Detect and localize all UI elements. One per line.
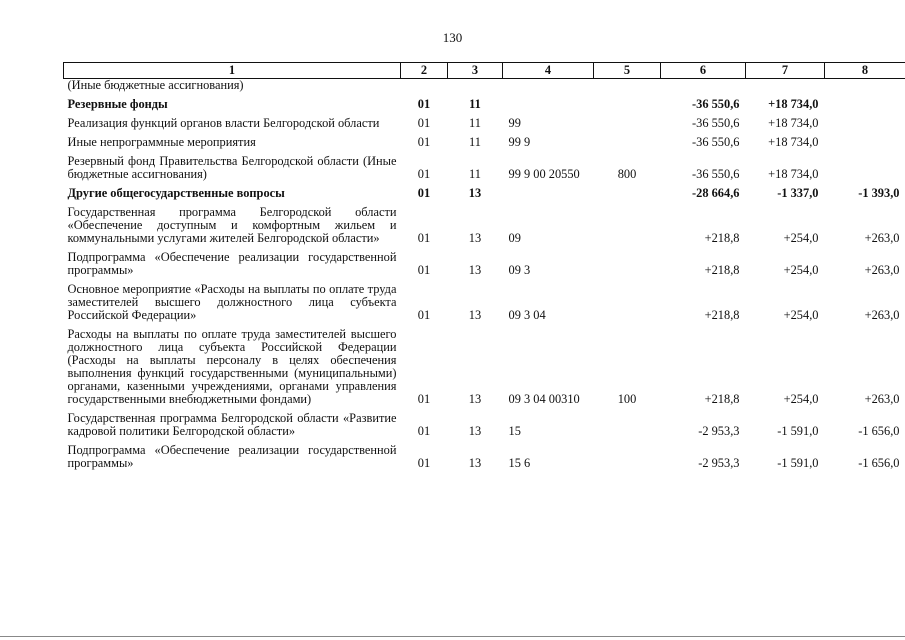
row-expense-type [594, 248, 661, 280]
header-col-5: 5 [594, 63, 661, 79]
row-subsection-code: 13 [468, 186, 482, 200]
row-amount-col6: +218,8 [704, 392, 740, 406]
header-row [64, 63, 905, 79]
row-target-article: 15 [508, 424, 521, 438]
header-col-6: 6 [661, 63, 746, 79]
row-section-code: 01 [417, 456, 431, 470]
row-subsection-code: 13 [468, 263, 482, 277]
row-name: Другие общегосударственные вопросы [67, 186, 285, 200]
row-amount-col6: -36 550,6 [692, 167, 740, 181]
row-target-article [503, 95, 594, 114]
table-row [64, 184, 905, 203]
row-amount-col8: +263,0 [864, 308, 900, 322]
budget-table-container [63, 62, 905, 473]
row-expense-type [594, 280, 661, 325]
row-section-code: 01 [417, 97, 431, 111]
row-name: Подпрограмма «Обеспечение реализации государственной программы» [67, 250, 397, 277]
table-row [64, 325, 905, 409]
page-number: 130 [442, 30, 463, 45]
row-amount-col6: -28 664,6 [692, 186, 740, 200]
row-section-code: 01 [417, 263, 431, 277]
table-row [64, 152, 905, 184]
row-section-code: 01 [417, 308, 431, 322]
row-section-code: 01 [417, 392, 431, 406]
row-target-article: 09 3 04 00310 [508, 392, 580, 406]
row-subsection-code: 11 [469, 135, 481, 149]
row-amount-col8: +263,0 [864, 263, 900, 277]
row-section-code: 01 [417, 167, 431, 181]
row-expense-type: 800 [617, 167, 637, 181]
row-subsection-code: 13 [468, 392, 482, 406]
row-target-article [503, 184, 594, 203]
row-amount-col7: +254,0 [783, 308, 819, 322]
row-subsection-code: 13 [468, 231, 482, 245]
table-body [64, 79, 905, 474]
header-col-1: 1 [64, 63, 401, 79]
row-amount-col8 [825, 114, 905, 133]
row-amount-col6: -36 550,6 [692, 97, 740, 111]
row-amount-col6: -36 550,6 [692, 135, 740, 149]
row-target-article: 99 9 [508, 135, 531, 149]
table-row [64, 203, 905, 248]
row-expense-type [594, 184, 661, 203]
row-expense-type [594, 95, 661, 114]
row-amount-col6: -36 550,6 [692, 116, 740, 130]
row-amount-col8 [825, 133, 905, 152]
row-amount-col6: +218,8 [704, 263, 740, 277]
row-expense-type [594, 114, 661, 133]
row-section-code: 01 [417, 424, 431, 438]
row-subsection-code: 13 [468, 456, 482, 470]
row-subsection-code: 13 [468, 308, 482, 322]
row-name: Подпрограмма «Обеспечение реализации государственной программы» [67, 443, 397, 470]
row-section-code: 01 [417, 135, 431, 149]
row-amount-col7: -1 591,0 [777, 424, 819, 438]
row-target-article: 15 6 [508, 456, 531, 470]
row-expense-type: 100 [617, 392, 637, 406]
row-name: Реализация функций органов власти Белгородской области [67, 116, 380, 130]
table-row [64, 248, 905, 280]
table-row [64, 280, 905, 325]
table-row [64, 79, 905, 96]
budget-table [63, 62, 905, 473]
row-amount-col7 [746, 79, 825, 96]
row-amount-col7: -1 337,0 [777, 186, 819, 200]
row-amount-col7: +18 734,0 [768, 135, 819, 149]
row-subsection-code: 11 [469, 167, 481, 181]
row-name: Расходы на выплаты по оплате труда заместителей высшего должностного лица субъекта Российской Федерации (Расходы на выплаты персоналу в целях обеспечения выполнения функций государственными (муниципальными) органами, казенными учреждениями, органами управления государственными внебюджетными фондами) [67, 327, 397, 406]
row-target-article: 99 9 00 20550 [508, 167, 580, 181]
row-name: Государственная программа Белгородской области «Обеспечение доступным и комфортным жильем и коммунальными услугами жителей Белгородской области» [67, 205, 397, 245]
row-amount-col7: -1 591,0 [777, 456, 819, 470]
row-target-article [503, 79, 594, 96]
header-col-8: 8 [825, 63, 905, 79]
row-amount-col7: +254,0 [783, 392, 819, 406]
row-amount-col6: +218,8 [704, 308, 740, 322]
row-amount-col8: -1 656,0 [858, 456, 900, 470]
row-expense-type [594, 203, 661, 248]
row-amount-col8 [825, 152, 905, 184]
table-row [64, 114, 905, 133]
row-name: Резервный фонд Правительства Белгородской области (Иные бюджетные ассигнования) [67, 154, 397, 181]
row-amount-col6: -2 953,3 [698, 424, 740, 438]
row-amount-col8 [825, 95, 905, 114]
table-row [64, 441, 905, 473]
row-amount-col8: +263,0 [864, 392, 900, 406]
header-col-3: 3 [448, 63, 503, 79]
row-amount-col7: +18 734,0 [768, 116, 819, 130]
table-header [64, 63, 905, 79]
row-target-article: 09 3 04 [508, 308, 546, 322]
row-expense-type [594, 441, 661, 473]
row-amount-col8: -1 393,0 [858, 186, 900, 200]
row-section-code: 01 [417, 231, 431, 245]
row-amount-col7: +254,0 [783, 231, 819, 245]
row-amount-col8: +263,0 [864, 231, 900, 245]
row-section-code: 01 [417, 186, 431, 200]
row-amount-col7: +254,0 [783, 263, 819, 277]
header-col-7: 7 [746, 63, 825, 79]
row-subsection-code [448, 79, 503, 96]
row-amount-col8: -1 656,0 [858, 424, 900, 438]
row-amount-col6: -2 953,3 [698, 456, 740, 470]
row-subsection-code: 11 [469, 116, 481, 130]
row-target-article: 99 [508, 116, 521, 130]
row-section-code: 01 [417, 116, 431, 130]
row-expense-type [594, 409, 661, 441]
page-bottom-rule [0, 636, 905, 637]
row-amount-col7: +18 734,0 [768, 97, 819, 111]
row-section-code [401, 79, 448, 96]
row-expense-type [594, 79, 661, 96]
header-col-2: 2 [401, 63, 448, 79]
table-row [64, 133, 905, 152]
row-name: Основное мероприятие «Расходы на выплаты по оплате труда заместителей высшего должностного лица субъекта Российской Федерации» [67, 282, 397, 322]
row-subsection-code: 13 [468, 424, 482, 438]
row-target-article: 09 3 [508, 263, 531, 277]
table-row [64, 95, 905, 114]
row-name: Резервные фонды [67, 97, 168, 111]
row-target-article: 09 [508, 231, 521, 245]
row-amount-col6 [661, 79, 746, 96]
table-row [64, 409, 905, 441]
row-amount-col8 [825, 79, 905, 96]
row-expense-type [594, 133, 661, 152]
header-col-4: 4 [503, 63, 594, 79]
row-amount-col6: +218,8 [704, 231, 740, 245]
row-subsection-code: 11 [469, 97, 481, 111]
row-name: Государственная программа Белгородской области «Развитие кадровой политики Белгородской области» [67, 411, 397, 438]
row-name: (Иные бюджетные ассигнования) [67, 78, 244, 92]
row-amount-col7: +18 734,0 [768, 167, 819, 181]
row-name: Иные непрограммные мероприятия [67, 135, 256, 149]
